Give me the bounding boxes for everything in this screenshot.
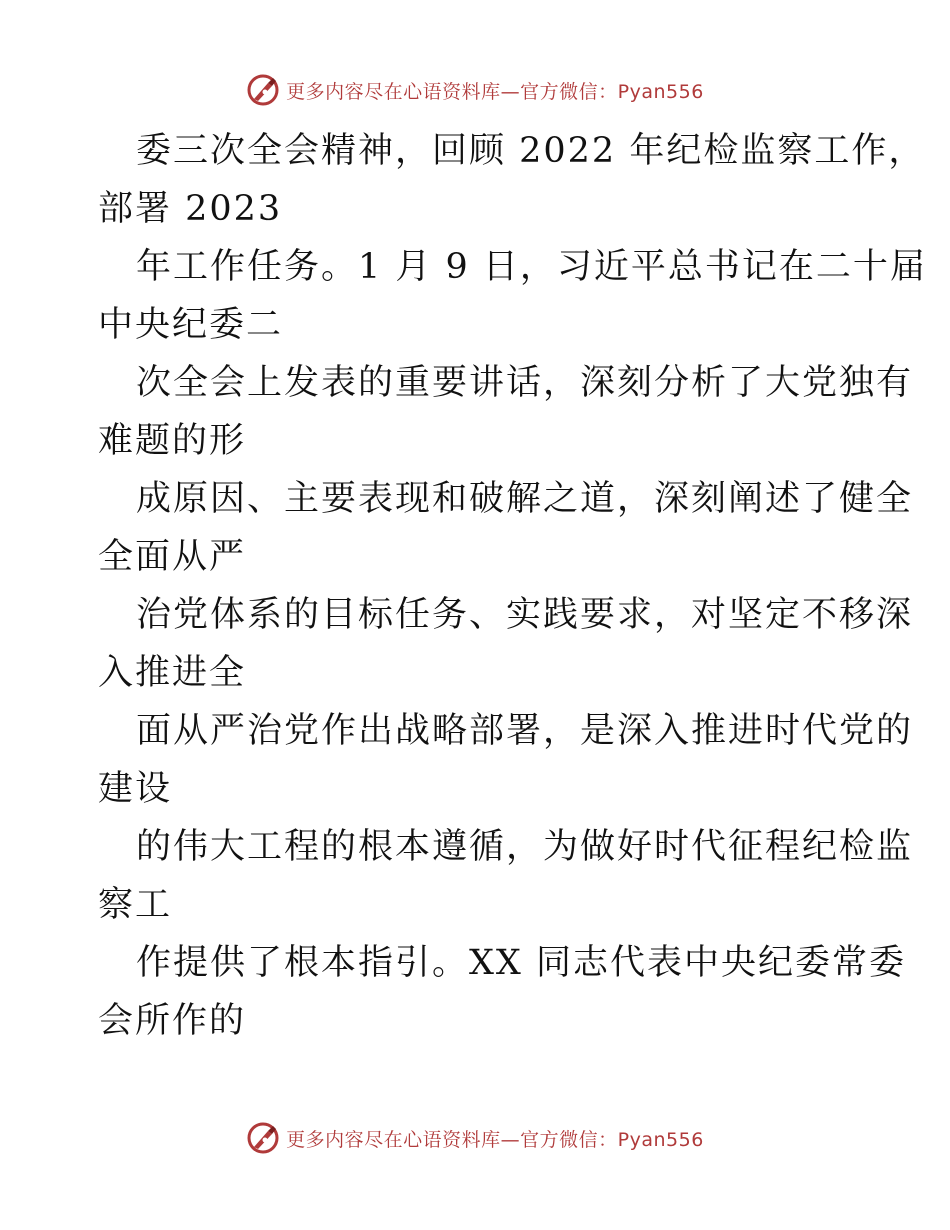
body-line-1: 委三次全会精神，回顾 2022 年纪检监察工作， (136, 131, 926, 171)
body-line-4: 中央纪委二 (98, 305, 284, 345)
body-line-5: 次全会上发表的重要讲话，深刻分析了大党独有 (136, 363, 914, 403)
body-line-8: 全面从严 (98, 537, 247, 577)
body-line-6: 难题的形 (98, 421, 247, 461)
footer-banner (0, 1118, 950, 1158)
body-line-16: 会所作的 (98, 1001, 247, 1041)
header-banner-text: 更多内容尽在心语资料库—官方微信：Pyan556 (286, 80, 704, 103)
body-line-7: 成原因、主要表现和破解之道，深刻阐述了健全 (136, 479, 914, 519)
header-banner (0, 70, 950, 110)
body-line-9: 治党体系的目标任务、实践要求，对坚定不移深 (136, 595, 914, 635)
document-body (98, 122, 927, 1050)
body-line-15: 作提供了根本指引。XX 同志代表中央纪委常委 (136, 943, 906, 983)
body-line-11: 面从严治党作出战略部署，是深入推进时代党的 (136, 711, 914, 751)
body-line-10: 入推进全 (98, 653, 247, 693)
body-line-12: 建设 (98, 769, 173, 809)
pen-logo-icon (246, 73, 280, 107)
footer-banner-text: 更多内容尽在心语资料库—官方微信：Pyan556 (286, 1128, 704, 1151)
pen-logo-icon (246, 1121, 280, 1155)
body-line-13: 的伟大工程的根本遵循，为做好时代征程纪检监 (136, 827, 914, 867)
body-line-3: 年工作任务。1 月 9 日，习近平总书记在二十届 (136, 247, 927, 287)
body-line-2: 部署 2023 (98, 189, 283, 229)
body-line-14: 察工 (98, 885, 173, 925)
